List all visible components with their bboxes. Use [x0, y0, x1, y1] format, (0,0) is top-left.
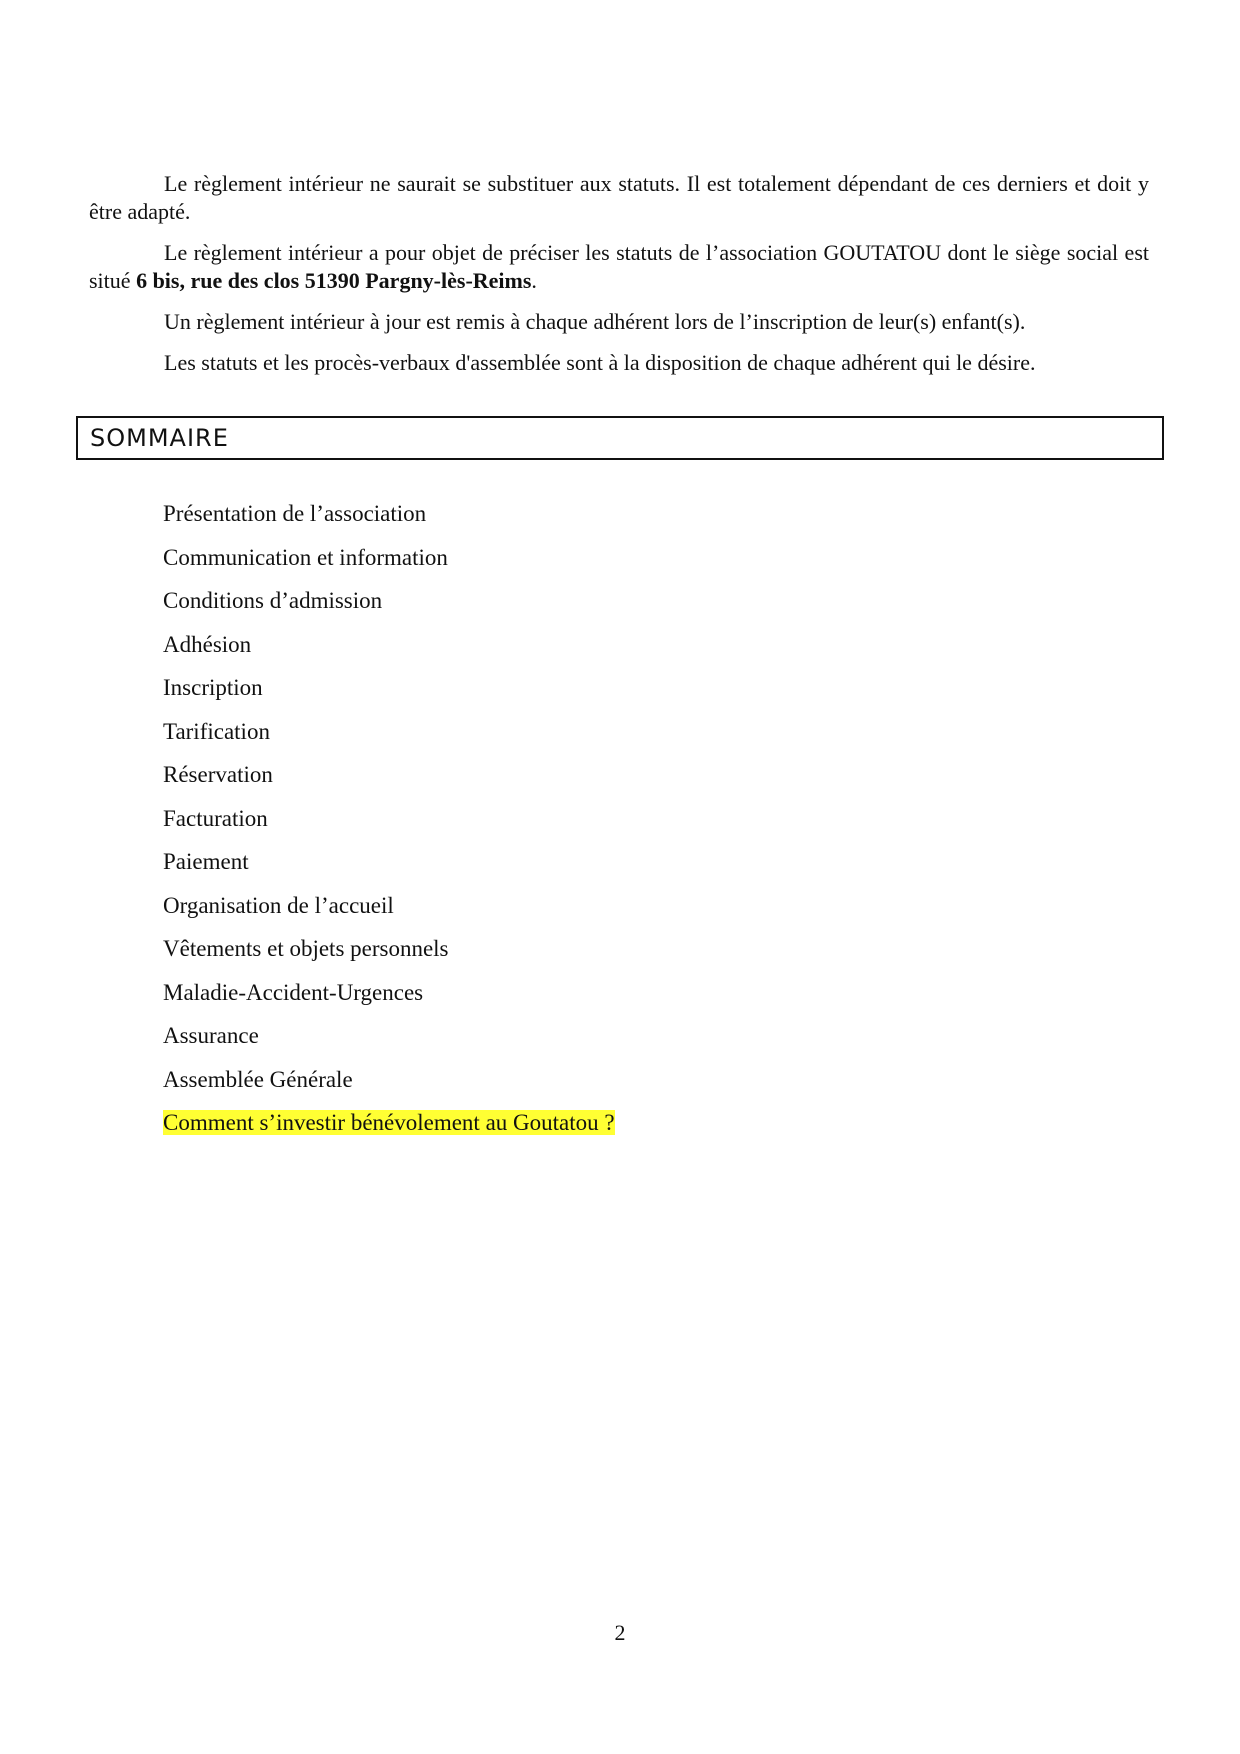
toc-item-label: Assemblée Générale: [163, 1066, 353, 1092]
toc-item-label: Tarification: [163, 718, 270, 744]
toc-item-label: Communication et information: [163, 544, 448, 570]
toc-item: [163, 892, 615, 936]
table-of-contents: [163, 500, 615, 1153]
summary-heading: SOMMAIRE: [90, 424, 229, 452]
toc-item-label: Conditions d’admission: [163, 588, 383, 613]
headquarters-address: 6 bis, rue des clos 51390 Pargny-lès-Reims: [136, 268, 532, 293]
toc-item-label: Vêtements et objets personnels: [163, 936, 449, 961]
summary-heading-box: [76, 416, 1164, 460]
toc-item: [163, 1066, 615, 1110]
toc-item: [163, 544, 615, 588]
toc-item: [163, 631, 615, 675]
toc-item-label: Organisation de l’accueil: [163, 892, 394, 918]
toc-item: [163, 848, 615, 892]
toc-item-label: Maladie-Accident-Urgences: [163, 979, 424, 1005]
toc-item-label: Assurance: [163, 1023, 259, 1048]
intro-paragraph-2: [89, 239, 1149, 295]
toc-item-label: Réservation: [163, 762, 273, 787]
toc-item-highlighted: [163, 1109, 615, 1153]
toc-item: [163, 761, 615, 805]
intro-paragraph-1: Le règlement intérieur ne saurait se substituer aux statuts. Il est totalement dépendant de ces derniers et doit y être adapté.: [89, 171, 1149, 224]
page-number: 2: [614, 1620, 626, 1645]
toc-item-label: Paiement: [163, 849, 249, 874]
toc-item-label: Adhésion: [163, 631, 252, 657]
toc-item: [163, 979, 615, 1023]
intro-paragraph-3: Un règlement intérieur à jour est remis à chaque adhérent lors de l’inscription de leur(s) enfant(s).: [164, 309, 1026, 334]
toc-item: [163, 587, 615, 631]
toc-item: [163, 674, 615, 718]
toc-item: [163, 935, 615, 979]
toc-item: [163, 500, 615, 544]
intro-section: [89, 170, 1149, 390]
highlighted-toc-label: Comment s’investir bénévolement au Goutatou ?: [163, 1110, 615, 1135]
toc-item-label: Facturation: [163, 805, 268, 831]
toc-item: [163, 718, 615, 762]
toc-item: [163, 805, 615, 849]
intro-paragraph-2-text: Le règlement intérieur a pour objet de préciser les statuts de l’association GOUTATOU dont le siège social est situé: [89, 240, 1149, 293]
intro-paragraph-4: Les statuts et les procès-verbaux d'assemblée sont à la disposition de chaque adhérent qui le désire.: [164, 350, 1036, 375]
intro-paragraph-2-end: .: [531, 268, 537, 293]
toc-item: [163, 1022, 615, 1066]
toc-item-label: Présentation de l’association: [163, 501, 427, 526]
toc-item-label: Inscription: [163, 675, 263, 700]
